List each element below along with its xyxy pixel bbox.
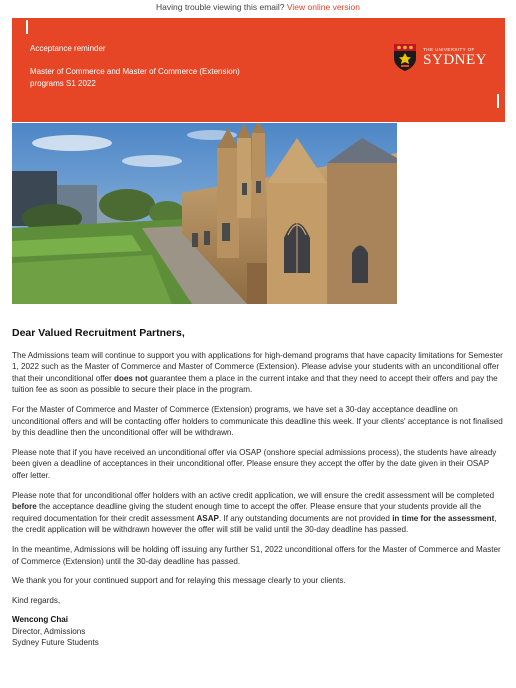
university-logo[interactable] xyxy=(392,42,487,72)
emphasis-text: in time for the assessment xyxy=(392,513,495,523)
emphasis-text: before xyxy=(12,502,37,512)
trouble-viewing-text: Having trouble viewing this email? xyxy=(156,2,285,12)
emphasis-text: does not xyxy=(114,373,148,383)
paragraph-text: , the credit application will be withdrawn however the offer will still be valid until the 30-day deadline has passed. xyxy=(12,513,497,535)
greeting-heading: Dear Valued Recruitment Partners, xyxy=(12,327,185,339)
signature-block xyxy=(12,614,506,649)
signature-team: Sydney Future Students xyxy=(12,638,99,648)
view-online-bar xyxy=(0,2,516,12)
text-cursor xyxy=(26,20,28,34)
signature-role: Director, Admissions xyxy=(12,626,86,636)
header-title: Master of Commerce and Master of Commerce (Extension) programs S1 2022 xyxy=(30,67,240,88)
paragraph-osap: Please note that if you have received an unconditional offer via OSAP (onshore special admissions process), the students have already been given a deadline of acceptances in their unconditional offer. Please ensure they accept the offer by the date given in their OSAP offer letter. xyxy=(12,447,497,480)
university-crest-icon xyxy=(392,42,418,72)
paragraph-text: guarantee them a place in the current intake and that they need to accept their offers and pay the tuition fee as soon as possible to secure their place in the program. xyxy=(12,373,498,395)
text-cursor xyxy=(497,94,499,108)
paragraph-intro xyxy=(12,350,506,396)
paragraph-meantime: In the meantime, Admissions will be holding off issuing any further S1, 2022 unconditional offers for the Master of Commerce and Master of Commerce (Extension) until the 30-day deadline has passed. xyxy=(12,544,501,566)
logo-small-text: THE UNIVERSITY OF xyxy=(423,46,475,52)
email-body xyxy=(12,328,506,649)
paragraph-text: The Admissions team will continue to support you with applications for high-demand programs that have capacity limitations for Semester 1, 2022 such as the Master of Commerce and Master of Commerce (Extension). Please advise your students with an unconditional offer that their unconditional offer xyxy=(12,350,503,383)
closing-text: Kind regards, xyxy=(12,595,61,605)
paragraph-deadline: For the Master of Commerce and Master of Commerce (Extension) programs, we have set a 30-day acceptance deadline on unconditional offers and will be contacting offer holders to communicate this deadline this week. If your clients' acceptance is not finalised by this deadline then the unconditional offer will be withdrawn. xyxy=(12,404,503,438)
paragraph-text: . If any outstanding documents are not provided xyxy=(218,513,393,523)
paragraph-text: the acceptance deadline giving the student enough time to accept the offer. Please ensure that your students provide all the required documentation for their credit assessment xyxy=(12,502,482,523)
quadrangle-photo xyxy=(12,123,397,304)
paragraph-credit xyxy=(12,490,506,536)
campus-hero-image xyxy=(12,123,397,304)
header-label: Acceptance reminder xyxy=(30,44,106,53)
email-header-banner xyxy=(12,18,505,122)
view-online-link[interactable]: View online version xyxy=(286,2,360,12)
signature-name: Wencong Chai xyxy=(12,615,69,625)
paragraph-text: Please note that for unconditional offer holders with an active credit application, we will ensure the credit assessment will be completed xyxy=(12,490,495,500)
emphasis-text: ASAP xyxy=(196,513,219,523)
logo-big-text: SYDNEY xyxy=(423,51,487,68)
paragraph-thanks: We thank you for your continued support and for relaying this message clearly to your clients. xyxy=(12,576,346,586)
